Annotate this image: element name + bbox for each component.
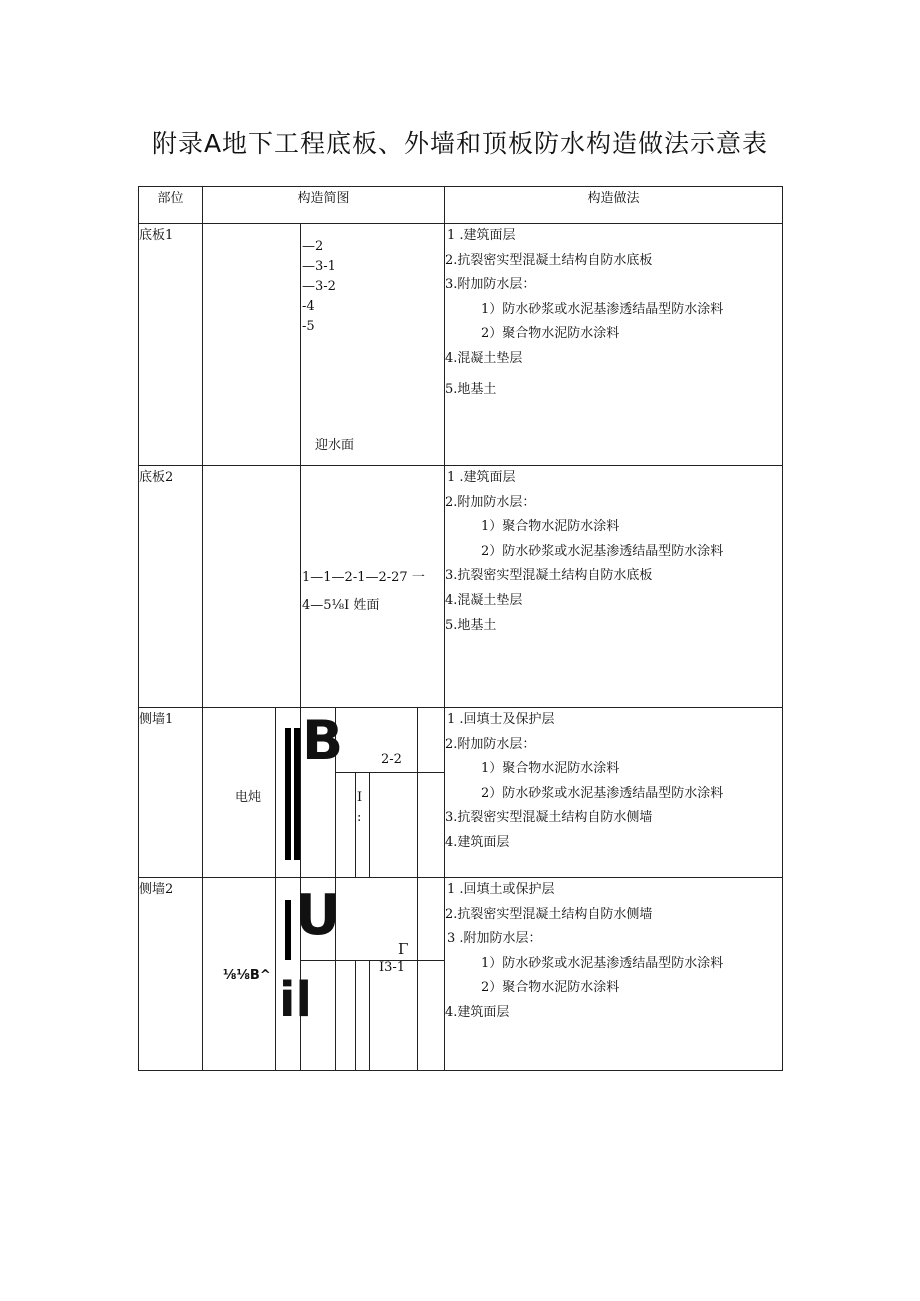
part-cell: 侧墙2 bbox=[139, 878, 203, 1071]
water-face-label: 迎水面 bbox=[315, 438, 355, 453]
method-line: 5.地基土 bbox=[445, 381, 497, 397]
method-cell bbox=[445, 878, 783, 1071]
method-line: 1）防水砂浆或水泥基渗透结晶型防水涂料 bbox=[481, 301, 724, 317]
table-row bbox=[139, 878, 783, 1071]
diagram-label: —2 bbox=[302, 239, 324, 254]
diagram-mark: Γ bbox=[398, 940, 409, 958]
method-line: 1 .回填士及保护层 bbox=[447, 712, 555, 727]
method-line: 4.混凝土垫层 bbox=[445, 350, 523, 366]
diagram-label: -4 bbox=[302, 299, 315, 314]
method-line: 2）聚合物水泥防水涂料 bbox=[481, 980, 620, 996]
diagram-label: 2-2 bbox=[381, 752, 402, 767]
method-line: 4.建筑面层 bbox=[445, 1004, 510, 1020]
construction-table bbox=[138, 186, 783, 1071]
header-part: 部位 bbox=[139, 187, 203, 224]
table-row bbox=[139, 224, 783, 466]
diagram-cell bbox=[203, 224, 445, 466]
method-line: 2.抗裂密实型混凝土结构自防水底板 bbox=[445, 252, 653, 268]
method-line: 3 .附加防水层： bbox=[447, 931, 542, 947]
diagram-label: 4—5⅛I 姓面 bbox=[302, 598, 380, 613]
header-method: 构造做法 bbox=[445, 187, 783, 224]
table-row bbox=[139, 708, 783, 878]
method-cell bbox=[445, 466, 783, 708]
diagram-mark: I bbox=[357, 790, 363, 805]
table-row bbox=[139, 466, 783, 708]
method-line: 4.建筑面层 bbox=[445, 834, 510, 850]
diagram-cell bbox=[203, 466, 445, 708]
diagram-glyph: U bbox=[295, 883, 341, 948]
diagram-glyph: B bbox=[302, 709, 344, 772]
method-line: 1 .回填土或保护层 bbox=[447, 882, 555, 897]
diagram-label: —3-2 bbox=[302, 279, 336, 294]
page-title: 附录A地下工程底板、外墙和顶板防水构造做法示意表 bbox=[151, 129, 769, 158]
method-line: 1）防水砂浆或水泥基渗透结晶型防水涂料 bbox=[481, 955, 724, 971]
diagram-label: I3-1 bbox=[379, 960, 406, 975]
diagram-mark: : bbox=[357, 810, 362, 825]
method-line: 1）聚合物水泥防水涂料 bbox=[481, 761, 620, 777]
method-line: 2）聚合物水泥防水涂料 bbox=[481, 326, 620, 342]
method-line: 2）防水砂浆或水泥基渗透结晶型防水涂料 bbox=[481, 543, 724, 559]
method-cell bbox=[445, 708, 783, 878]
table-header-row bbox=[139, 187, 783, 224]
method-line: 1 .建筑面层 bbox=[447, 228, 516, 243]
method-line: 3.附加防水层： bbox=[445, 277, 536, 293]
part-cell: 底板1 bbox=[139, 224, 203, 466]
diagram-cell bbox=[203, 708, 445, 878]
diagram-left-label: ⅛⅛B^ bbox=[223, 968, 271, 983]
method-line: 4.混凝土垫层 bbox=[445, 592, 523, 608]
diagram-label: 1—1—2-1—2-27 一 bbox=[302, 570, 425, 585]
method-line: 1）聚合物水泥防水涂料 bbox=[481, 519, 620, 535]
diagram-glyph-lower: il bbox=[279, 972, 312, 1028]
diagram-cell bbox=[203, 878, 445, 1071]
diagram-label: —3-1 bbox=[302, 259, 336, 274]
method-line: 2.附加防水层： bbox=[445, 736, 536, 752]
method-line: 3.抗裂密实型混凝土结构自防水侧墙 bbox=[445, 810, 653, 826]
method-cell bbox=[445, 224, 783, 466]
method-line: 3.抗裂密实型混凝土结构自防水底板 bbox=[445, 568, 653, 584]
diagram-left-label: 电炖 bbox=[235, 790, 262, 805]
method-line: 2.附加防水层： bbox=[445, 494, 536, 510]
method-line: 1 .建筑面层 bbox=[447, 470, 516, 485]
part-cell: 底板2 bbox=[139, 466, 203, 708]
method-line: 2）防水砂浆或水泥基渗透结晶型防水涂料 bbox=[481, 785, 724, 801]
method-line: 5.地基土 bbox=[445, 617, 497, 633]
header-diagram: 构造简图 bbox=[203, 187, 445, 224]
part-cell: 侧墙1 bbox=[139, 708, 203, 878]
method-line: 2.抗裂密实型混凝土结构自防水侧墙 bbox=[445, 906, 653, 922]
diagram-label: -5 bbox=[302, 319, 315, 334]
